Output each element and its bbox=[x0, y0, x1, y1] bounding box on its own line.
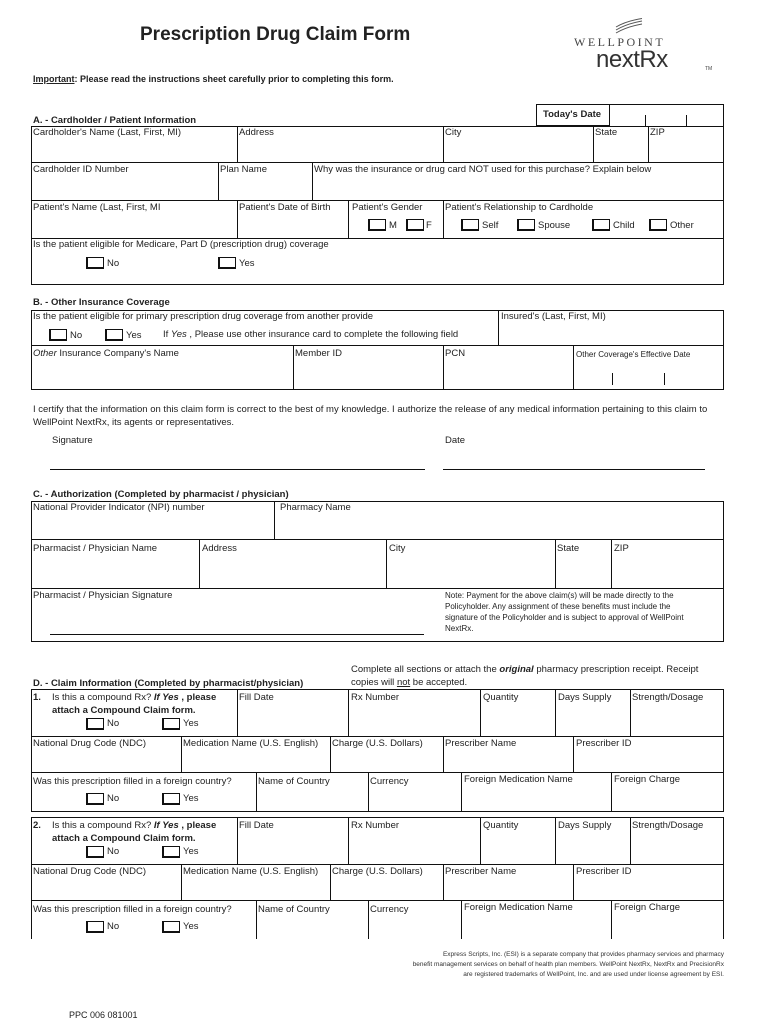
claim-1-fill-date-field[interactable]: Fill Date bbox=[239, 692, 274, 703]
claim-1-charge-field[interactable]: Charge (U.S. Dollars) bbox=[332, 738, 423, 749]
relationship-child-checkbox[interactable] bbox=[592, 219, 610, 231]
gender-f-checkbox[interactable] bbox=[406, 219, 424, 231]
claim-1-foreign-medication-field[interactable]: Foreign Medication Name bbox=[464, 774, 573, 785]
claim-1-quantity-field[interactable]: Quantity bbox=[483, 692, 519, 703]
claim-2-compound-question: Is this a compound Rx? If Yes , please bbox=[52, 820, 217, 831]
other-coverage-yes-checkbox[interactable] bbox=[105, 329, 123, 341]
form-title: Prescription Drug Claim Form bbox=[140, 24, 411, 45]
claim-1-prescriber-name-field[interactable]: Prescriber Name bbox=[445, 738, 517, 749]
claim-2-rx-number-field[interactable]: Rx Number bbox=[351, 820, 400, 831]
signature-line[interactable] bbox=[50, 469, 425, 470]
claim-1-currency-field[interactable]: Currency bbox=[370, 776, 409, 787]
claim-2-quantity-field[interactable]: Quantity bbox=[483, 820, 519, 831]
cardholder-name-field[interactable]: Cardholder's Name (Last, First, MI) bbox=[33, 127, 182, 138]
claim-1-ndc-field[interactable]: National Drug Code (NDC) bbox=[33, 738, 146, 749]
other-coverage-yes-label: Yes bbox=[126, 330, 142, 341]
city-field[interactable]: City bbox=[445, 127, 462, 138]
pharmacist-signature-line[interactable] bbox=[50, 634, 424, 635]
payment-note-3: signature of the Policyholder and is subject to approval of WellPoint bbox=[445, 613, 684, 622]
pharmacy-name-field[interactable]: Pharmacy Name bbox=[280, 502, 351, 513]
relationship-child-label: Child bbox=[613, 220, 635, 231]
wellpoint-logo-icon bbox=[614, 18, 644, 34]
claim-2-currency-field[interactable]: Currency bbox=[370, 904, 409, 915]
claim-1-foreign-question: Was this prescription filled in a foreign country? bbox=[33, 776, 232, 787]
claim-2-country-field[interactable]: Name of Country bbox=[258, 904, 330, 915]
form-code: PPC 006 081001 bbox=[69, 1010, 138, 1020]
payment-note-1: Note: Payment for the above claim(s) will be made directly to the bbox=[445, 591, 674, 600]
claim-1-foreign-yes-label: Yes bbox=[183, 793, 199, 804]
patient-dob-field[interactable]: Patient's Date of Birth bbox=[239, 202, 331, 213]
zip-field[interactable]: ZIP bbox=[650, 127, 665, 138]
state-field[interactable]: State bbox=[595, 127, 618, 138]
other-coverage-no-checkbox[interactable] bbox=[49, 329, 67, 341]
claim-1-country-field[interactable]: Name of Country bbox=[258, 776, 330, 787]
other-coverage-question: Is the patient eligible for primary prescription drug coverage from another provide bbox=[33, 311, 374, 322]
medicare-no-label: No bbox=[107, 258, 120, 269]
relationship-self-checkbox[interactable] bbox=[461, 219, 479, 231]
claim-2-charge-field[interactable]: Charge (U.S. Dollars) bbox=[332, 866, 423, 877]
relationship-other-checkbox[interactable] bbox=[649, 219, 667, 231]
pharmacy-city-field[interactable]: City bbox=[389, 543, 406, 554]
important-note: Important: Please read the instructions sheet carefully prior to completing this form. bbox=[33, 74, 394, 84]
relationship-self-label: Self bbox=[482, 220, 499, 231]
relationship-label: Patient's Relationship to Cardholde bbox=[445, 202, 594, 213]
claim-2-foreign-charge-field[interactable]: Foreign Charge bbox=[614, 902, 681, 913]
medicare-yes-checkbox[interactable] bbox=[218, 257, 236, 269]
certification-line-1: I certify that the information on this claim form is correct to the best of my knowledge. I authorize the release of any medical information pertaining to this claim to bbox=[33, 404, 708, 415]
claim-2-foreign-no-label: No bbox=[107, 921, 120, 932]
claim-1-prescriber-id-field[interactable]: Prescriber ID bbox=[576, 738, 632, 749]
claim-2-days-supply-field[interactable]: Days Supply bbox=[558, 820, 612, 831]
claim-1-foreign-yes-checkbox[interactable] bbox=[162, 793, 180, 805]
claim-1-medication-name-field[interactable]: Medication Name (U.S. English) bbox=[183, 738, 319, 749]
why-not-used-field[interactable]: Why was the insurance or drug card NOT used for this purchase? Explain below bbox=[314, 164, 652, 175]
pharmacy-address-field[interactable]: Address bbox=[202, 543, 237, 554]
cardholder-id-field[interactable]: Cardholder ID Number bbox=[33, 164, 129, 175]
claim-1-compound-yes-label: Yes bbox=[183, 718, 199, 729]
footer-disclaimer-3: are registered trademarks of WellPoint, Inc. and are used under license agreement by ESI. bbox=[463, 971, 724, 978]
pcn-field[interactable]: PCN bbox=[445, 348, 466, 359]
pharmacy-state-field[interactable]: State bbox=[557, 543, 580, 554]
section-a-title: A. - Cardholder / Patient Information bbox=[33, 115, 197, 126]
claim-1-foreign-no-checkbox[interactable] bbox=[86, 793, 104, 805]
footer-disclaimer-2: benefit management services on behalf of health plan members. WellPoint NextRx, NextRx and PrecisionRx bbox=[412, 961, 724, 968]
claim-2-strength-field[interactable]: Strength/Dosage bbox=[632, 820, 704, 831]
brand-wellpoint: WELLPOINT bbox=[574, 35, 666, 49]
brand-nextrx: nextRx bbox=[596, 46, 668, 73]
claim-2-foreign-no-checkbox[interactable] bbox=[86, 921, 104, 933]
medicare-yes-label: Yes bbox=[239, 258, 255, 269]
date-label: Date bbox=[445, 435, 466, 446]
claim-2-medication-name-field[interactable]: Medication Name (U.S. English) bbox=[183, 866, 319, 877]
claim-2-foreign-medication-field[interactable]: Foreign Medication Name bbox=[464, 902, 573, 913]
member-id-field[interactable]: Member ID bbox=[295, 348, 342, 359]
patient-gender-label: Patient's Gender bbox=[352, 202, 423, 213]
claim-1-compound-question: Is this a compound Rx? If Yes , please bbox=[52, 692, 217, 703]
gender-f-label: F bbox=[426, 220, 432, 231]
claim-instruction-2: copies will not be accepted. bbox=[351, 677, 468, 688]
gender-m-label: M bbox=[389, 220, 397, 231]
claim-2-foreign-yes-label: Yes bbox=[183, 921, 199, 932]
insured-name-field[interactable]: Insured's (Last, First, MI) bbox=[501, 311, 606, 322]
claim-1-foreign-no-label: No bbox=[107, 793, 120, 804]
todays-date-label: Today's Date bbox=[543, 109, 602, 120]
claim-1-number: 1. bbox=[33, 692, 41, 703]
certification-line-2: WellPoint NextRx, its agents or representatives. bbox=[33, 417, 234, 428]
claim-2-prescriber-id-field[interactable]: Prescriber ID bbox=[576, 866, 632, 877]
claim-1-foreign-charge-field[interactable]: Foreign Charge bbox=[614, 774, 681, 785]
medicare-no-checkbox[interactable] bbox=[86, 257, 104, 269]
npi-field[interactable]: National Provider Indicator (NPI) number bbox=[33, 502, 205, 513]
relationship-spouse-label: Spouse bbox=[538, 220, 571, 231]
claim-1-strength-field[interactable]: Strength/Dosage bbox=[632, 692, 704, 703]
claim-2-attach-note: attach a Compound Claim form. bbox=[52, 833, 196, 844]
section-c-title: C. - Authorization (Completed by pharmacist / physician) bbox=[33, 489, 289, 500]
claim-2-fill-date-field[interactable]: Fill Date bbox=[239, 820, 274, 831]
claim-1-days-supply-field[interactable]: Days Supply bbox=[558, 692, 612, 703]
address-field[interactable]: Address bbox=[239, 127, 274, 138]
section-d-title: D. - Claim Information (Completed by pharmacist/physician) bbox=[33, 678, 304, 689]
payment-note-4: NextRx. bbox=[445, 624, 474, 633]
plan-name-field[interactable]: Plan Name bbox=[220, 164, 267, 175]
pharmacist-name-field[interactable]: Pharmacist / Physician Name bbox=[33, 543, 158, 554]
claim-2-prescriber-name-field[interactable]: Prescriber Name bbox=[445, 866, 517, 877]
section-b-title: B. - Other Insurance Coverage bbox=[33, 297, 170, 308]
claim-2-foreign-question: Was this prescription filled in a foreign country? bbox=[33, 904, 232, 915]
claim-2-foreign-yes-checkbox[interactable] bbox=[162, 921, 180, 933]
relationship-other-label: Other bbox=[670, 220, 694, 231]
relationship-spouse-checkbox[interactable] bbox=[517, 219, 535, 231]
claim-2-ndc-field[interactable]: National Drug Code (NDC) bbox=[33, 866, 146, 877]
claim-1-attach-note: attach a Compound Claim form. bbox=[52, 705, 196, 716]
pharmacy-zip-field[interactable]: ZIP bbox=[614, 543, 629, 554]
date-line[interactable] bbox=[443, 469, 705, 470]
effective-date-field[interactable]: Other Coverage's Effective Date bbox=[576, 350, 691, 359]
patient-name-field[interactable]: Patient's Name (Last, First, MI bbox=[33, 202, 161, 213]
pharmacist-signature-label: Pharmacist / Physician Signature bbox=[33, 590, 173, 601]
medicare-question: Is the patient eligible for Medicare, Part D (prescription drug) coverage bbox=[33, 239, 329, 250]
claim-2-compound-yes-label: Yes bbox=[183, 846, 199, 857]
brand-trademark: TM bbox=[705, 66, 713, 72]
insurance-company-field[interactable]: Other Insurance Company's Name bbox=[33, 348, 179, 359]
claim-2-compound-no-label: No bbox=[107, 846, 120, 857]
gender-m-checkbox[interactable] bbox=[368, 219, 386, 231]
claim-1-compound-yes-checkbox[interactable] bbox=[162, 718, 180, 730]
other-coverage-no-label: No bbox=[70, 330, 83, 341]
signature-label: Signature bbox=[52, 435, 93, 446]
claim-2-compound-no-checkbox[interactable] bbox=[86, 846, 104, 858]
claim-1-compound-no-label: No bbox=[107, 718, 120, 729]
payment-note-2: Policyholder. Any assignment of these benefits must include the bbox=[445, 602, 671, 611]
claim-instruction-1: Complete all sections or attach the original pharmacy prescription receipt. Receipt bbox=[351, 664, 699, 675]
footer-disclaimer-1: Express Scripts, Inc. (ESI) is a separate company that provides pharmacy services and pharmacy bbox=[442, 951, 724, 958]
if-yes-instruction: If Yes , Please use other insurance card to complete the following field bbox=[163, 329, 459, 340]
claim-2-number: 2. bbox=[33, 820, 41, 831]
claim-1-compound-no-checkbox[interactable] bbox=[86, 718, 104, 730]
claim-1-rx-number-field[interactable]: Rx Number bbox=[351, 692, 400, 703]
claim-2-compound-yes-checkbox[interactable] bbox=[162, 846, 180, 858]
